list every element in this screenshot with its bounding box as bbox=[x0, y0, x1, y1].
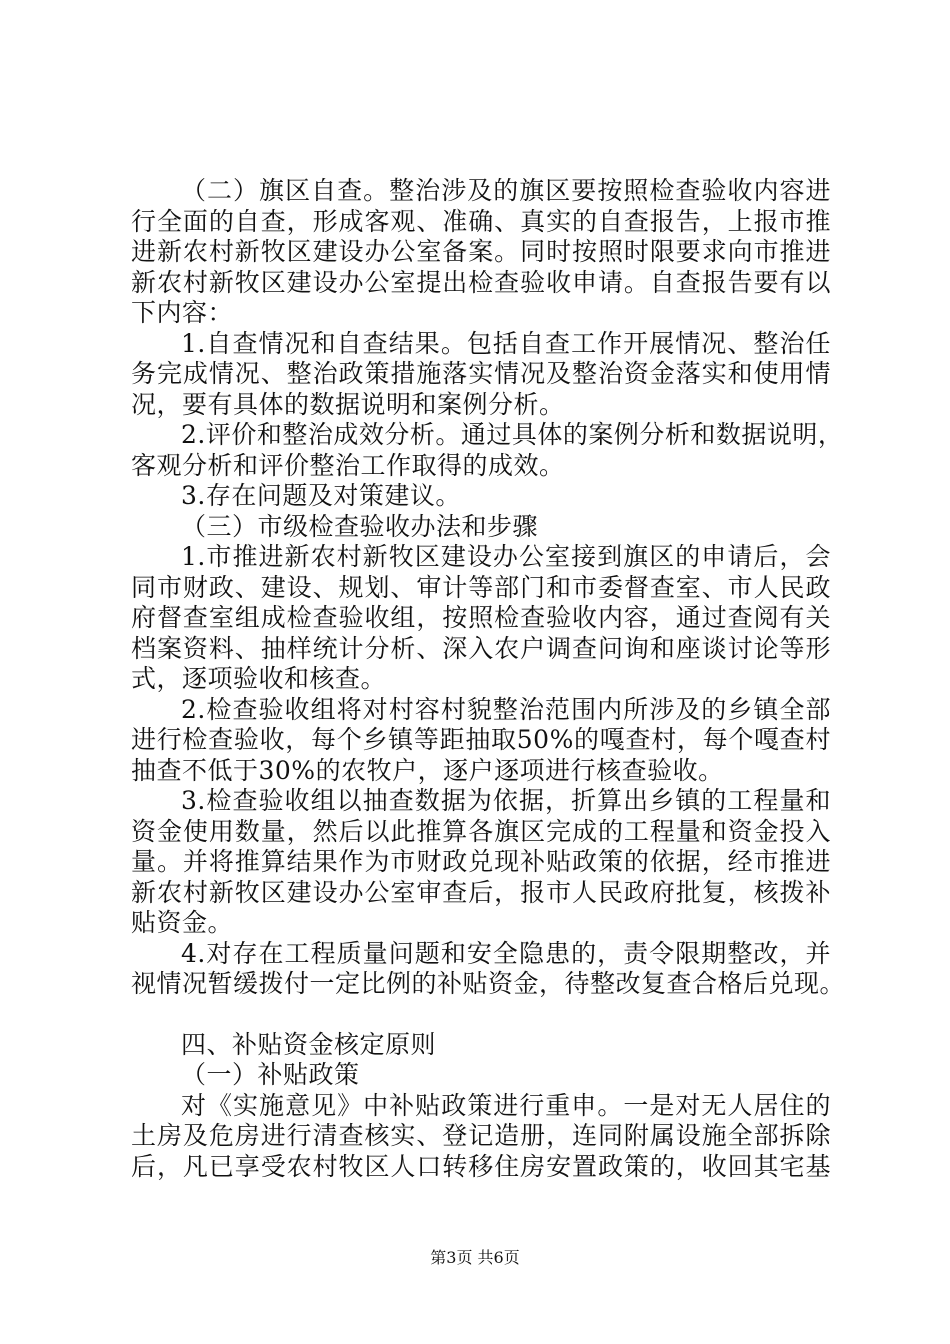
text-line: 进新农村新牧区建设办公室备案。同时按照时限要求向市推进 bbox=[131, 237, 831, 266]
text-line: 对《实施意见》中补贴政策进行重申。一是对无人居住的 bbox=[181, 1090, 831, 1120]
text-line: 同市财政、建设、规划、审计等部门和市委督查室、市人民政 bbox=[131, 572, 831, 602]
text-line: 4.对存在工程质量问题和安全隐患的，责令限期整改，并 bbox=[181, 938, 831, 968]
text-line: 档案资料、抽样统计分析、深入农户调查问询和座谈讨论等形 bbox=[131, 633, 831, 663]
text-line: 抽查不低于30%的农牧户，逐户逐项进行核查验收。 bbox=[131, 755, 724, 785]
text-line: 贴资金。 bbox=[131, 908, 234, 937]
text-line: 式，逐项验收和核查。 bbox=[131, 664, 387, 693]
text-line: 3.存在问题及对策建议。 bbox=[181, 481, 461, 510]
document-body bbox=[131, 176, 846, 1182]
text-line: 四、补贴资金核定原则 bbox=[181, 1029, 437, 1059]
text-line: 新农村新牧区建设办公室审查后，报市人民政府批复，核拨补 bbox=[131, 877, 831, 907]
text-line: 客观分析和评价整治工作取得的成效。 bbox=[131, 450, 565, 480]
text-line: 2.检查验收组将对村容村貌整治范围内所涉及的乡镇全部 bbox=[181, 694, 831, 724]
text-line: 3.检查验收组以抽查数据为依据，折算出乡镇的工程量和 bbox=[181, 786, 831, 815]
text-line: 行全面的自查，形成客观、准确、真实的自查报告，上报市推 bbox=[131, 206, 831, 236]
text-line: 2.评价和整治成效分析。通过具体的案例分析和数据说明， bbox=[181, 420, 844, 449]
text-line: （二）旗区自查。整治涉及的旗区要按照检查验收内容进 bbox=[181, 176, 831, 205]
text-line: 视情况暂缓拨付一定比例的补贴资金，待整改复查合格后兑现。 bbox=[131, 969, 846, 998]
text-line: 1.市推进新农村新牧区建设办公室接到旗区的申请后，会 bbox=[181, 542, 831, 571]
text-line: 况，要有具体的数据说明和案例分析。 bbox=[131, 389, 565, 419]
text-line: 资金使用数量，然后以此推算各旗区完成的工程量和资金投入 bbox=[131, 816, 831, 846]
text-line: （三）市级检查验收办法和步骤 bbox=[181, 511, 539, 541]
paragraph-gap bbox=[131, 1000, 831, 1030]
text-line: 新农村新牧区建设办公室提出检查验收申请。自查报告要有以 bbox=[131, 267, 831, 297]
text-line: 府督查室组成检查验收组，按照检查验收内容，通过查阅有关 bbox=[131, 603, 831, 632]
text-line: 1.自查情况和自查结果。包括自查工作开展情况、整治任 bbox=[181, 328, 831, 358]
page-footer: 第3页 共6页 bbox=[430, 1248, 520, 1267]
text-line: 土房及危房进行清查核实、登记造册，连同附属设施全部拆除 bbox=[131, 1121, 831, 1150]
text-line: （一）补贴政策 bbox=[181, 1060, 360, 1089]
text-line: 务完成情况、整治政策措施落实情况及整治资金落实和使用情 bbox=[131, 359, 831, 388]
text-line: 进行检查验收，每个乡镇等距抽取50%的嘎查村，每个嘎查村 bbox=[131, 725, 831, 754]
text-line: 量。并将推算结果作为市财政兑现补贴政策的依据，经市推进 bbox=[131, 847, 831, 876]
text-line: 下内容： bbox=[131, 298, 234, 327]
text-line: 后，凡已享受农村牧区人口转移住房安置政策的，收回其宅基 bbox=[131, 1151, 831, 1181]
